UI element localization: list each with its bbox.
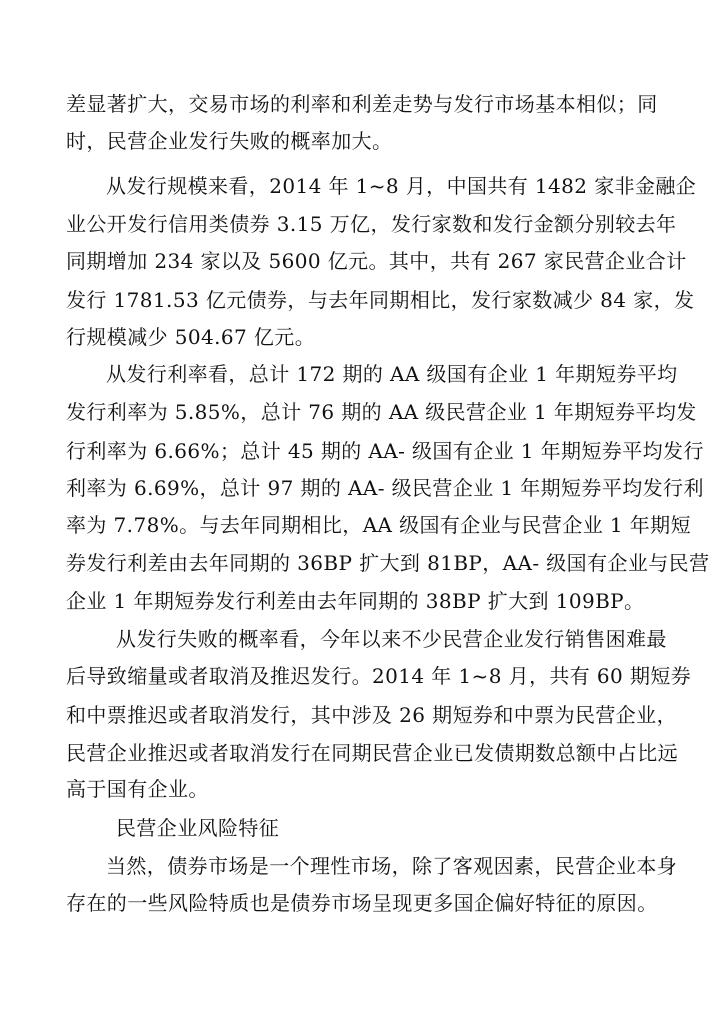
text-line: 发行利率为 5.85%，总计 76 期的 AA 级民营企业 1 年期短券平均发 <box>66 400 697 424</box>
text-line: 同期增加 234 家以及 5600 亿元。其中，共有 267 家民营企业合计 <box>66 249 687 273</box>
paragraph-start-line: 从发行规模来看，2014 年 1~8 月，中国共有 1482 家非金融企 <box>106 174 697 198</box>
text-line: 存在的一些风险特质也是债券市场呈现更多国企偏好特征的原因。 <box>66 891 658 915</box>
text-line: 券发行利差由去年同期的 36BP 扩大到 81BP，AA- 级国有企业与民营 <box>66 551 710 575</box>
paragraph-start-line: 当然，债券市场是一个理性市场，除了客观因素，民营企业本身 <box>106 854 678 878</box>
text-line: 率为 7.78%。与去年同期相比，AA 级国有企业与民营企业 1 年期短 <box>66 513 691 537</box>
text-line: 民营企业推迟或者取消发行在同期民营企业已发债期数总额中占比远 <box>66 741 678 765</box>
text-line: 企业 1 年期短券发行利差由去年同期的 38BP 扩大到 109BP。 <box>66 589 645 613</box>
text-line: 时，民营企业发行失败的概率加大。 <box>66 129 393 153</box>
text-line: 发行 1781.53 亿元债券，与去年同期相比，发行家数减少 84 家，发 <box>66 288 695 312</box>
text-line: 行规模减少 504.67 亿元。 <box>66 325 316 349</box>
text-line: 和中票推迟或者取消发行，其中涉及 26 期短券和中票为民营企业， <box>66 703 677 727</box>
text-line: 行利率为 6.66%；总计 45 期的 AA- 级国有企业 1 年期短券平均发行 <box>66 439 704 463</box>
text-line: 利率为 6.69%，总计 97 期的 AA- 级民营企业 1 年期短券平均发行利 <box>66 476 704 500</box>
text-line: 高于国有企业。 <box>66 777 209 801</box>
text-line: 业公开发行信用类债券 3.15 万亿，发行家数和发行金额分别较去年 <box>66 212 677 236</box>
section-heading: 民营企业风险特征 <box>116 816 280 840</box>
text-line: 差显著扩大，交易市场的利率和利差走势与发行市场基本相似；同 <box>66 92 658 116</box>
paragraph-start-line: 从发行失败的概率看，今年以来不少民营企业发行销售困难最 <box>116 627 667 651</box>
text-line: 后导致缩量或者取消及推迟发行。2014 年 1~8 月，共有 60 期短券 <box>66 664 692 688</box>
paragraph-start-line: 从发行利率看，总计 172 期的 AA 级国有企业 1 年期短券平均 <box>106 362 678 386</box>
